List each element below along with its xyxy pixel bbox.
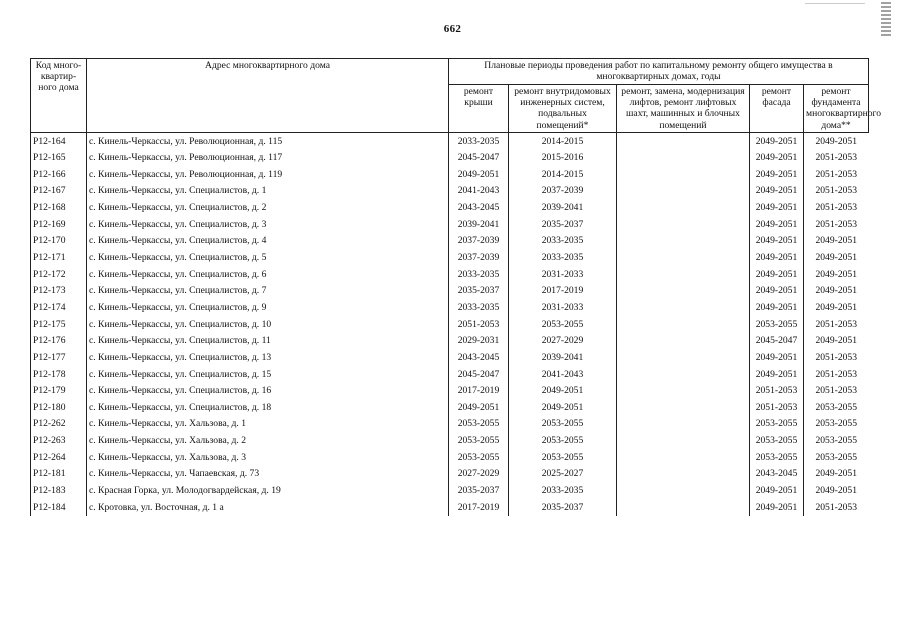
cell-roof: 2045-2047 xyxy=(449,149,509,166)
cell-systems: 2015-2016 xyxy=(509,149,617,166)
cell-code: Р12-263 xyxy=(31,432,87,449)
cell-address: с. Кинель-Черкассы, ул. Хальзова, д. 1 xyxy=(87,416,449,433)
table-row xyxy=(31,233,869,250)
cell-foundation: 2053-2055 xyxy=(815,418,858,430)
cell-lifts xyxy=(617,349,750,366)
cell-foundation: 2049-2051 xyxy=(815,285,858,297)
scan-artifact-line xyxy=(805,3,865,4)
cell-foundation: 2051-2053 xyxy=(815,152,858,164)
cell-lifts xyxy=(617,283,750,300)
cell-facade: 2049-2051 xyxy=(750,283,804,300)
cell-systems: 2014-2015 xyxy=(509,132,617,149)
cell-code: Р12-167 xyxy=(31,183,87,200)
cell-roof: 2027-2029 xyxy=(449,466,509,483)
cell-systems: 2037-2039 xyxy=(509,183,617,200)
cell-systems: 2053-2055 xyxy=(509,449,617,466)
cell-facade: 2051-2053 xyxy=(750,399,804,416)
table-row xyxy=(31,299,869,316)
cell-foundation: 2049-2051 xyxy=(815,335,858,347)
cell-code: Р12-166 xyxy=(31,166,87,183)
header-foundation-repair: ремонт фундамента многоквартирного дома** xyxy=(804,85,869,133)
cell-systems: 2025-2027 xyxy=(509,466,617,483)
cell-systems: 2053-2055 xyxy=(509,432,617,449)
cell-roof: 2033-2035 xyxy=(449,132,509,149)
cell-lifts xyxy=(617,199,750,216)
table-body xyxy=(31,132,869,515)
cell-code: Р12-178 xyxy=(31,366,87,383)
cell-code: Р12-174 xyxy=(31,299,87,316)
header-address: Адрес многоквартирного дома xyxy=(87,59,449,133)
cell-address: с. Кинель-Черкассы, ул. Революционная, д. 117 xyxy=(87,149,449,166)
cell-roof: 2045-2047 xyxy=(449,366,509,383)
cell-foundation: 2051-2053 xyxy=(815,351,858,363)
cell-address: с. Кинель-Черкассы, ул. Революционная, д. 119 xyxy=(87,166,449,183)
cell-lifts xyxy=(617,183,750,200)
cell-systems: 2031-2033 xyxy=(509,299,617,316)
cell-facade: 2049-2051 xyxy=(750,166,804,183)
capital-repair-schedule-table xyxy=(30,58,882,516)
cell-foundation: 2049-2051 xyxy=(815,468,858,480)
cell-facade: 2049-2051 xyxy=(750,183,804,200)
cell-address: с. Кинель-Черкассы, ул. Революционная, д. 115 xyxy=(87,132,449,149)
cell-foundation: 2053-2055 xyxy=(815,401,858,413)
cell-code: Р12-172 xyxy=(31,266,87,283)
cell-foundation: 2049-2051 xyxy=(815,135,858,147)
cell-address: с. Кинель-Черкассы, ул. Хальзова, д. 2 xyxy=(87,432,449,449)
cell-lifts xyxy=(617,432,750,449)
cell-address: с. Кинель-Черкассы, ул. Специалистов, д. 9 xyxy=(87,299,449,316)
cell-systems: 2017-2019 xyxy=(509,283,617,300)
cell-code: Р12-175 xyxy=(31,316,87,333)
cell-foundation: 2051-2053 xyxy=(815,202,858,214)
cell-foundation: 2053-2055 xyxy=(815,435,858,447)
table-row xyxy=(31,316,869,333)
cell-systems: 2049-2051 xyxy=(509,382,617,399)
cell-code: Р12-176 xyxy=(31,333,87,350)
table-row xyxy=(31,132,869,149)
cell-systems: 2033-2035 xyxy=(509,233,617,250)
cell-address: с. Кинель-Черкассы, ул. Чапаевская, д. 73 xyxy=(87,466,449,483)
cell-code: Р12-173 xyxy=(31,283,87,300)
cell-address: с. Кинель-Черкассы, ул. Специалистов, д. 16 xyxy=(87,382,449,399)
cell-code: Р12-262 xyxy=(31,416,87,433)
cell-foundation: 2051-2053 xyxy=(815,501,858,513)
cell-lifts xyxy=(617,316,750,333)
cell-roof: 2035-2037 xyxy=(449,482,509,499)
cell-roof: 2017-2019 xyxy=(449,499,509,516)
cell-code: Р12-169 xyxy=(31,216,87,233)
cell-address: с. Кинель-Черкассы, ул. Специалистов, д. 10 xyxy=(87,316,449,333)
table-row xyxy=(31,366,869,383)
cell-facade: 2049-2051 xyxy=(750,299,804,316)
cell-facade: 2045-2047 xyxy=(750,333,804,350)
cell-lifts xyxy=(617,149,750,166)
cell-code: Р12-183 xyxy=(31,482,87,499)
cell-lifts xyxy=(617,299,750,316)
cell-facade: 2053-2055 xyxy=(750,316,804,333)
cell-roof: 2043-2045 xyxy=(449,199,509,216)
cell-roof: 2029-2031 xyxy=(449,333,509,350)
cell-code: Р12-168 xyxy=(31,199,87,216)
cell-address: с. Кинель-Черкассы, ул. Специалистов, д. 5 xyxy=(87,249,449,266)
cell-lifts xyxy=(617,132,750,149)
cell-lifts xyxy=(617,466,750,483)
cell-lifts xyxy=(617,399,750,416)
cell-facade: 2053-2055 xyxy=(750,449,804,466)
cell-facade: 2053-2055 xyxy=(750,432,804,449)
cell-facade: 2049-2051 xyxy=(750,499,804,516)
cell-foundation: 2051-2053 xyxy=(815,368,858,380)
cell-systems: 2033-2035 xyxy=(509,482,617,499)
cell-address: с. Красная Горка, ул. Молодогвардейская, д. 19 xyxy=(87,482,449,499)
table-row xyxy=(31,499,869,516)
cell-lifts xyxy=(617,166,750,183)
table-row xyxy=(31,382,869,399)
table-row xyxy=(31,449,869,466)
cell-facade: 2049-2051 xyxy=(750,149,804,166)
header-lifts-repair: ремонт, замена, модернизация лифтов, ремонт лифтовых шахт, машинных и блочных помещений xyxy=(617,85,750,133)
cell-roof: 2033-2035 xyxy=(449,266,509,283)
cell-lifts xyxy=(617,249,750,266)
cell-code: Р12-184 xyxy=(31,499,87,516)
cell-systems: 2033-2035 xyxy=(509,249,617,266)
cell-code: Р12-170 xyxy=(31,233,87,250)
cell-roof: 2043-2045 xyxy=(449,349,509,366)
table-row xyxy=(31,416,869,433)
table-row xyxy=(31,349,869,366)
cell-roof: 2017-2019 xyxy=(449,382,509,399)
header-roof-repair: ремонт крыши xyxy=(449,85,509,133)
cell-roof: 2053-2055 xyxy=(449,449,509,466)
cell-foundation: 2051-2053 xyxy=(815,185,858,197)
cell-address: с. Кинель-Черкассы, ул. Специалистов, д. 2 xyxy=(87,199,449,216)
table-row xyxy=(31,183,869,200)
cell-address: с. Кинель-Черкассы, ул. Специалистов, д. 7 xyxy=(87,283,449,300)
table-row xyxy=(31,466,869,483)
cell-facade: 2053-2055 xyxy=(750,416,804,433)
cell-foundation: 2051-2053 xyxy=(815,218,858,230)
table-row xyxy=(31,266,869,283)
table-row xyxy=(31,482,869,499)
cell-roof: 2037-2039 xyxy=(449,249,509,266)
cell-address: с. Кинель-Черкассы, ул. Специалистов, д. 15 xyxy=(87,366,449,383)
table-row xyxy=(31,199,869,216)
cell-roof: 2049-2051 xyxy=(449,399,509,416)
cell-foundation: 2053-2055 xyxy=(815,451,858,463)
cell-systems: 2053-2055 xyxy=(509,316,617,333)
cell-foundation: 2049-2051 xyxy=(815,484,858,496)
cell-foundation: 2051-2053 xyxy=(815,318,858,330)
cell-lifts xyxy=(617,366,750,383)
cell-roof: 2033-2035 xyxy=(449,299,509,316)
cell-code: Р12-177 xyxy=(31,349,87,366)
cell-code: Р12-264 xyxy=(31,449,87,466)
cell-systems: 2031-2033 xyxy=(509,266,617,283)
cell-foundation: 2049-2051 xyxy=(815,301,858,313)
cell-lifts xyxy=(617,449,750,466)
cell-lifts xyxy=(617,499,750,516)
cell-lifts xyxy=(617,266,750,283)
cell-systems: 2039-2041 xyxy=(509,349,617,366)
cell-facade: 2049-2051 xyxy=(750,482,804,499)
cell-facade: 2049-2051 xyxy=(750,266,804,283)
table-row xyxy=(31,166,869,183)
cell-roof: 2053-2055 xyxy=(449,416,509,433)
cell-facade: 2049-2051 xyxy=(750,199,804,216)
cell-facade: 2049-2051 xyxy=(750,233,804,250)
header-facade-repair: ремонт фасада xyxy=(750,85,804,133)
table-row xyxy=(31,149,869,166)
cell-facade: 2051-2053 xyxy=(750,382,804,399)
cell-lifts xyxy=(617,333,750,350)
cell-address: с. Кинель-Черкассы, ул. Специалистов, д. 11 xyxy=(87,333,449,350)
cell-roof: 2035-2037 xyxy=(449,283,509,300)
cell-address: с. Кинель-Черкассы, ул. Специалистов, д. 18 xyxy=(87,399,449,416)
cell-address: с. Кинель-Черкассы, ул. Специалистов, д. 1 xyxy=(87,183,449,200)
header-planned-periods: Плановые периоды проведения работ по капитальному ремонту общего имущества в многоквартирных домах, годы xyxy=(449,59,869,85)
cell-code: Р12-165 xyxy=(31,149,87,166)
cell-foundation: 2051-2053 xyxy=(815,168,858,180)
cell-lifts xyxy=(617,233,750,250)
page-number: 662 xyxy=(443,23,462,35)
cell-roof: 2049-2051 xyxy=(449,166,509,183)
cell-systems: 2014-2015 xyxy=(509,166,617,183)
cell-address: с. Кинель-Черкассы, ул. Специалистов, д. 13 xyxy=(87,349,449,366)
cell-lifts xyxy=(617,416,750,433)
cell-code: Р12-171 xyxy=(31,249,87,266)
table-row xyxy=(31,399,869,416)
cell-address: с. Кинель-Черкассы, ул. Специалистов, д. 4 xyxy=(87,233,449,250)
table-row xyxy=(31,216,869,233)
cell-address: с. Кротовка, ул. Восточная, д. 1 а xyxy=(87,499,449,516)
cell-address: с. Кинель-Черкассы, ул. Специалистов, д. 6 xyxy=(87,266,449,283)
cell-facade: 2043-2045 xyxy=(750,466,804,483)
cell-systems: 2035-2037 xyxy=(509,216,617,233)
cell-systems: 2053-2055 xyxy=(509,416,617,433)
cell-systems: 2035-2037 xyxy=(509,499,617,516)
table-row xyxy=(31,432,869,449)
header-code: Код много-квартир-ного дома xyxy=(31,59,87,133)
cell-foundation: 2051-2053 xyxy=(815,385,858,397)
cell-code: Р12-164 xyxy=(31,132,87,149)
cell-roof: 2039-2041 xyxy=(449,216,509,233)
cell-facade: 2049-2051 xyxy=(750,249,804,266)
cell-systems: 2041-2043 xyxy=(509,366,617,383)
cell-systems: 2039-2041 xyxy=(509,199,617,216)
cell-lifts xyxy=(617,216,750,233)
table-row xyxy=(31,333,869,350)
cell-facade: 2049-2051 xyxy=(750,132,804,149)
cell-lifts xyxy=(617,482,750,499)
cell-code: Р12-181 xyxy=(31,466,87,483)
cell-roof: 2037-2039 xyxy=(449,233,509,250)
header-systems-repair: ремонт внутридомовых инженерных систем, подвальных помещений* xyxy=(509,85,617,133)
cell-code: Р12-179 xyxy=(31,382,87,399)
cell-code: Р12-180 xyxy=(31,399,87,416)
cell-foundation: 2049-2051 xyxy=(815,235,858,247)
cell-facade: 2049-2051 xyxy=(750,216,804,233)
cell-lifts xyxy=(617,382,750,399)
cell-roof: 2053-2055 xyxy=(449,432,509,449)
cell-roof: 2041-2043 xyxy=(449,183,509,200)
cell-systems: 2049-2051 xyxy=(509,399,617,416)
table-row xyxy=(31,283,869,300)
cell-foundation: 2049-2051 xyxy=(815,268,858,280)
table-row xyxy=(31,249,869,266)
cell-address: с. Кинель-Черкассы, ул. Специалистов, д. 3 xyxy=(87,216,449,233)
cell-facade: 2049-2051 xyxy=(750,366,804,383)
cell-systems: 2027-2029 xyxy=(509,333,617,350)
cell-foundation: 2049-2051 xyxy=(815,252,858,264)
cell-address: с. Кинель-Черкассы, ул. Хальзова, д. 3 xyxy=(87,449,449,466)
cell-roof: 2051-2053 xyxy=(449,316,509,333)
cell-facade: 2049-2051 xyxy=(750,349,804,366)
